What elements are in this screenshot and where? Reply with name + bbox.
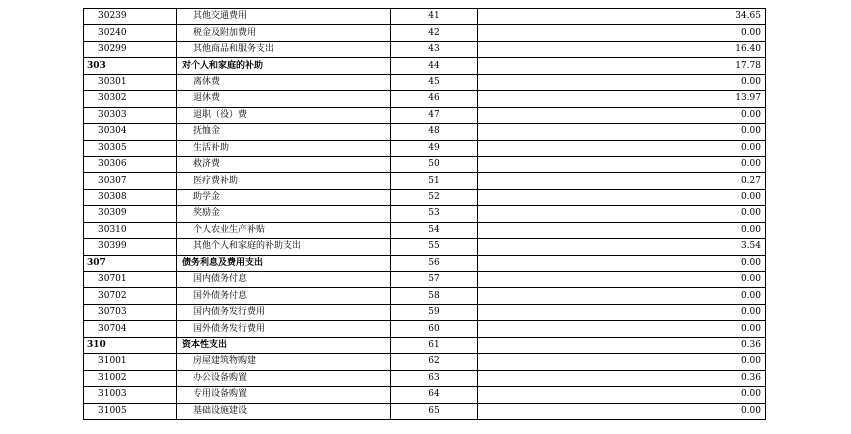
- amount-cell: 0.00: [478, 255, 766, 271]
- name-cell: 国内债务付息: [177, 272, 391, 288]
- name-cell: 退职（役）费: [177, 107, 391, 123]
- code-cell: 30306: [84, 156, 177, 172]
- amount-cell: 0.00: [478, 124, 766, 140]
- table-row: [84, 387, 766, 403]
- line-number-cell: 53: [391, 206, 478, 222]
- name-cell: 债务利息及费用支出: [177, 255, 391, 271]
- code-cell: 30309: [84, 206, 177, 222]
- amount-cell: 0.00: [478, 189, 766, 205]
- amount-cell: 0.00: [478, 74, 766, 90]
- table-row: [84, 156, 766, 172]
- code-cell: 307: [84, 255, 177, 271]
- table-group-row: [84, 58, 766, 74]
- name-cell: 税金及附加费用: [177, 25, 391, 41]
- table-row: [84, 9, 766, 25]
- table-row: [84, 107, 766, 123]
- code-cell: 30239: [84, 9, 177, 25]
- name-cell: 其他商品和服务支出: [177, 41, 391, 57]
- amount-cell: 0.00: [478, 206, 766, 222]
- name-cell: 房屋建筑物购建: [177, 354, 391, 370]
- table-row: [84, 222, 766, 238]
- table-row: [84, 140, 766, 156]
- code-cell: 30302: [84, 91, 177, 107]
- line-number-cell: 61: [391, 337, 478, 353]
- line-number-cell: 46: [391, 91, 478, 107]
- code-cell: 30702: [84, 288, 177, 304]
- code-cell: 30308: [84, 189, 177, 205]
- line-number-cell: 45: [391, 74, 478, 90]
- table-row: [84, 91, 766, 107]
- line-number-cell: 43: [391, 41, 478, 57]
- code-cell: 30399: [84, 239, 177, 255]
- line-number-cell: 41: [391, 9, 478, 25]
- code-cell: 30240: [84, 25, 177, 41]
- name-cell: 医疗费补助: [177, 173, 391, 189]
- code-cell: 30307: [84, 173, 177, 189]
- name-cell: 国外债务发行费用: [177, 321, 391, 337]
- line-number-cell: 49: [391, 140, 478, 156]
- table-row: [84, 354, 766, 370]
- line-number-cell: 44: [391, 58, 478, 74]
- table-row: [84, 272, 766, 288]
- line-number-cell: 55: [391, 239, 478, 255]
- code-cell: 31005: [84, 403, 177, 419]
- name-cell: 奖励金: [177, 206, 391, 222]
- table-row: [84, 239, 766, 255]
- line-number-cell: 63: [391, 370, 478, 386]
- amount-cell: 0.00: [478, 387, 766, 403]
- name-cell: 其他个人和家庭的补助支出: [177, 239, 391, 255]
- table-group-row: [84, 255, 766, 271]
- amount-cell: 0.00: [478, 25, 766, 41]
- name-cell: 基础设施建设: [177, 403, 391, 419]
- table-row: [84, 288, 766, 304]
- table-row: [84, 41, 766, 57]
- name-cell: 个人农业生产补贴: [177, 222, 391, 238]
- code-cell: 30310: [84, 222, 177, 238]
- table-row: [84, 173, 766, 189]
- code-cell: 30301: [84, 74, 177, 90]
- line-number-cell: 57: [391, 272, 478, 288]
- amount-cell: 0.36: [478, 337, 766, 353]
- amount-cell: 0.00: [478, 354, 766, 370]
- name-cell: 办公设备购置: [177, 370, 391, 386]
- line-number-cell: 48: [391, 124, 478, 140]
- code-cell: 31002: [84, 370, 177, 386]
- line-number-cell: 42: [391, 25, 478, 41]
- table-row: [84, 25, 766, 41]
- code-cell: 31001: [84, 354, 177, 370]
- code-cell: 30704: [84, 321, 177, 337]
- name-cell: 其他交通费用: [177, 9, 391, 25]
- name-cell: 抚恤金: [177, 124, 391, 140]
- name-cell: 离休费: [177, 74, 391, 90]
- table-row: [84, 74, 766, 90]
- code-cell: 303: [84, 58, 177, 74]
- amount-cell: 0.00: [478, 403, 766, 419]
- amount-cell: 16.40: [478, 41, 766, 57]
- name-cell: 助学金: [177, 189, 391, 205]
- name-cell: 国外债务付息: [177, 288, 391, 304]
- name-cell: 资本性支出: [177, 337, 391, 353]
- table-body: [84, 9, 766, 420]
- amount-cell: 0.36: [478, 370, 766, 386]
- code-cell: 30305: [84, 140, 177, 156]
- amount-cell: 0.00: [478, 288, 766, 304]
- line-number-cell: 64: [391, 387, 478, 403]
- amount-cell: 17.78: [478, 58, 766, 74]
- line-number-cell: 50: [391, 156, 478, 172]
- amount-cell: 0.00: [478, 140, 766, 156]
- line-number-cell: 59: [391, 304, 478, 320]
- table-row: [84, 403, 766, 419]
- name-cell: 专用设备购置: [177, 387, 391, 403]
- name-cell: 退休费: [177, 91, 391, 107]
- table-row: [84, 124, 766, 140]
- line-number-cell: 52: [391, 189, 478, 205]
- amount-cell: 0.00: [478, 321, 766, 337]
- line-number-cell: 54: [391, 222, 478, 238]
- table-group-row: [84, 337, 766, 353]
- line-number-cell: 58: [391, 288, 478, 304]
- expenditure-table: [83, 8, 766, 420]
- line-number-cell: 56: [391, 255, 478, 271]
- amount-cell: 0.00: [478, 107, 766, 123]
- name-cell: 救济费: [177, 156, 391, 172]
- code-cell: 30701: [84, 272, 177, 288]
- code-cell: 30304: [84, 124, 177, 140]
- table-row: [84, 304, 766, 320]
- name-cell: 国内债务发行费用: [177, 304, 391, 320]
- line-number-cell: 51: [391, 173, 478, 189]
- amount-cell: 0.00: [478, 272, 766, 288]
- line-number-cell: 60: [391, 321, 478, 337]
- amount-cell: 13.97: [478, 91, 766, 107]
- amount-cell: 0.27: [478, 173, 766, 189]
- line-number-cell: 47: [391, 107, 478, 123]
- code-cell: 30303: [84, 107, 177, 123]
- line-number-cell: 65: [391, 403, 478, 419]
- name-cell: 对个人和家庭的补助: [177, 58, 391, 74]
- table-row: [84, 206, 766, 222]
- amount-cell: 34.65: [478, 9, 766, 25]
- amount-cell: 0.00: [478, 156, 766, 172]
- name-cell: 生活补助: [177, 140, 391, 156]
- code-cell: 310: [84, 337, 177, 353]
- line-number-cell: 62: [391, 354, 478, 370]
- table-row: [84, 321, 766, 337]
- amount-cell: 0.00: [478, 304, 766, 320]
- table-row: [84, 370, 766, 386]
- code-cell: 30703: [84, 304, 177, 320]
- table-row: [84, 189, 766, 205]
- code-cell: 31003: [84, 387, 177, 403]
- amount-cell: 0.00: [478, 222, 766, 238]
- code-cell: 30299: [84, 41, 177, 57]
- amount-cell: 3.54: [478, 239, 766, 255]
